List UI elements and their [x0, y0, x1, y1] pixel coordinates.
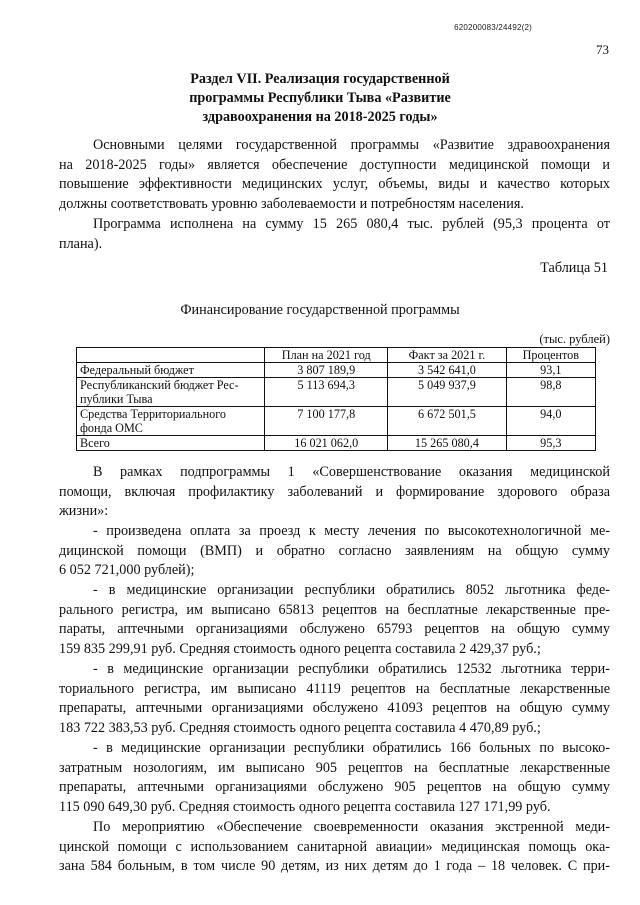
- header-cell: [77, 348, 265, 363]
- row-name-line: фонда ОМС: [80, 421, 143, 435]
- text-line: жизни»:: [59, 503, 109, 520]
- fact-cell: 15 265 080,4: [388, 436, 506, 451]
- section-title-line: Раздел VII. Реализация государственной: [190, 71, 450, 87]
- table-row: [77, 378, 596, 407]
- text-line: повышение эффективности медицинских услуг, объемы, виды и качество которых: [59, 176, 610, 193]
- table-row: [77, 407, 596, 436]
- text-line: на 2018-2025 годы» является обеспечение доступности медицинской помощи и: [59, 156, 610, 173]
- section-title-line: здравоохранения на 2018-2025 годы»: [202, 109, 438, 125]
- table-title: Финансирование государственной программы: [180, 302, 460, 318]
- plan-cell: 7 100 177,8: [265, 407, 388, 436]
- row-name-line: Республиканский бюджет Рес-: [80, 378, 239, 392]
- plan-cell: 5 113 694,3: [265, 378, 388, 407]
- vmp-travel-paragraph: [59, 522, 610, 581]
- text-line: помощи, включая профилактику заболеваний и формирование здорового образа: [59, 483, 610, 500]
- percent-cell: 95,3: [506, 436, 595, 451]
- fact-cell: 5 049 937,9: [388, 378, 506, 407]
- text-line: - в медицинские организации республики обратились 12532 льготника терри-: [93, 661, 610, 677]
- plan-cell: 16 021 062,0: [265, 436, 388, 451]
- text-line: 115 090 649,30 руб. Средняя стоимость одного рецепта составила 127 171,99 руб.: [59, 799, 551, 816]
- text-line: 183 722 383,53 руб. Средняя стоимость одного рецепта составила 4 470,89 руб.;: [59, 720, 541, 737]
- percent-cell: 93,1: [506, 363, 595, 378]
- row-name-line: Федеральный бюджет: [80, 363, 194, 377]
- text-line: затратным нозологиям, им выписано 905 рецептов на бесплатные лекарственные: [59, 759, 610, 776]
- text-line: параты, аптечными организациями обслужено 65793 рецептов на общую сумму: [59, 621, 610, 638]
- row-name: [77, 407, 265, 436]
- text-line: препараты, аптечными организациями обслужено 41093 рецептов на общую сумму: [59, 700, 610, 717]
- percent-cell: 98,8: [506, 378, 595, 407]
- text-line: зана 584 больным, в том числе 90 детям, из них детям до 1 года – 18 человек. С при-: [59, 858, 610, 875]
- fact-cell: 6 672 501,5: [388, 407, 506, 436]
- text-line: - в медицинские организации республики обратились 166 больных по высоко-: [93, 740, 610, 756]
- financing-table: [76, 347, 596, 451]
- table-row: [77, 363, 596, 378]
- row-name: [77, 436, 265, 451]
- text-line: плана).: [59, 235, 103, 252]
- federal-register-paragraph: [59, 581, 610, 660]
- section-title-line: программы Республики Тыва «Развитие: [189, 90, 451, 106]
- section-title: [150, 70, 490, 127]
- high-cost-paragraph: [59, 739, 610, 818]
- row-name-line: Всего: [80, 436, 110, 450]
- table-row-total: [77, 436, 596, 451]
- text-line: рального регистра, им выписано 65813 рецептов на бесплатные лекарственные пре-: [59, 601, 610, 618]
- text-line: препараты, аптечными организациями обслужено 905 рецептов на общую сумму: [59, 779, 610, 796]
- row-name-line: Средства Территориального: [80, 407, 226, 421]
- table-header-row: [77, 348, 596, 363]
- text-line: - в медицинские организации республики обратились 8052 льготника феде-: [93, 582, 610, 598]
- table-label: Таблица 51: [540, 260, 608, 276]
- table-units: (тыс. рублей): [539, 332, 610, 346]
- text-line: 159 835 299,91 руб. Средняя стоимость одного рецепта составила 2 429,37 руб.;: [59, 641, 541, 658]
- header-cell: Факт за 2021 г.: [388, 348, 506, 363]
- header-cell: Процентов: [506, 348, 595, 363]
- text-line: Основными целями государственной программы «Развитие здравоохранения: [93, 137, 610, 153]
- row-name: [77, 378, 265, 407]
- text-line: По мероприятию «Обеспечение своевременности оказания экстренной меди-: [93, 819, 610, 835]
- text-line: дицинской помощи (ВМП) и обратно согласно заявлениям на общую сумму: [59, 542, 610, 559]
- row-name: [77, 363, 265, 378]
- text-line: ториального регистра, им выписано 41119 рецептов на бесплатные лекарственные: [59, 680, 610, 697]
- text-line: Программа исполнена на сумму 15 265 080,4 тыс. рублей (95,3 процента от: [93, 216, 610, 232]
- fact-cell: 3 542 641,0: [388, 363, 506, 378]
- text-line: В рамках подпрограммы 1 «Совершенствование оказания медицинской: [93, 464, 610, 480]
- percent-cell: 94,0: [506, 407, 595, 436]
- document-id: 620200083/24492(2): [454, 23, 532, 32]
- territorial-register-paragraph: [59, 660, 610, 739]
- text-line: - произведена оплата за проезд к месту лечения по высокотехнологичной ме-: [93, 523, 610, 539]
- page-number: 73: [596, 42, 609, 57]
- text-line: должны соответствовать уровню заболеваемости и потребностям населения.: [59, 196, 524, 213]
- text-line: цинской помощи с использованием санитарной авиации» медицинская помощь ока-: [59, 838, 610, 855]
- row-name-line: публики Тыва: [80, 392, 153, 406]
- text-line: 6 052 721,000 рублей);: [59, 562, 195, 579]
- subprogram-paragraph: [59, 463, 610, 522]
- plan-cell: 3 807 189,9: [265, 363, 388, 378]
- header-cell: План на 2021 год: [265, 348, 388, 363]
- air-ambulance-paragraph: [59, 818, 610, 877]
- intro-paragraph-execution: [59, 215, 610, 254]
- intro-paragraph-goals: [59, 136, 610, 215]
